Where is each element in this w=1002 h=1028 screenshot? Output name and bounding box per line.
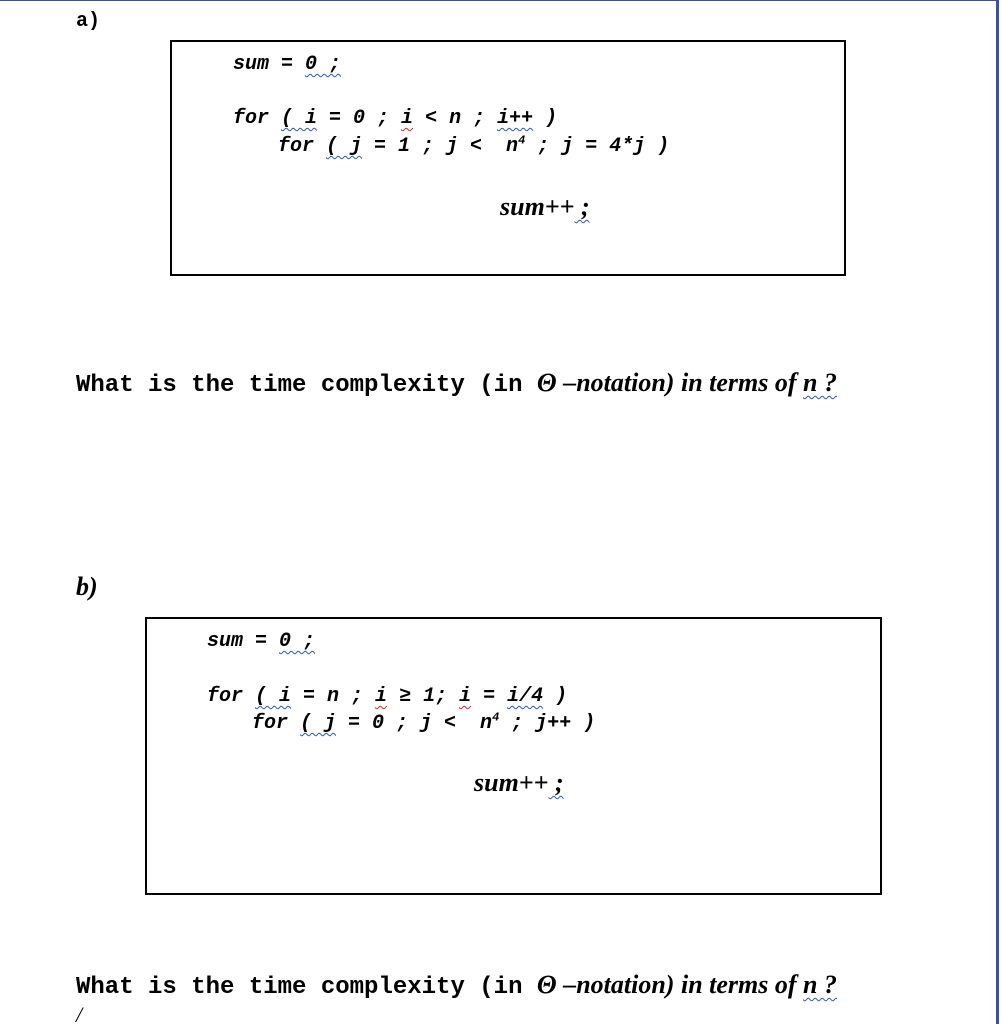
question-a: What is the time complexity (in Θ –notation) in terms of n ? bbox=[76, 368, 838, 399]
cursor-mark: / bbox=[76, 1002, 83, 1027]
code-a-line-3: for ( j = 1 ; $j < n^4$ ; j = 4*j ) bbox=[278, 133, 670, 158]
code-a-line-2: for ( i = 0 ; i < n ; i++ ) bbox=[233, 107, 558, 130]
part-b-label: b) bbox=[76, 572, 98, 601]
code-b-line-4: sum++ ; bbox=[474, 768, 564, 797]
question-b: What is the time complexity (in Θ –notation) in terms of n ? bbox=[76, 970, 838, 1001]
part-a-label: a) bbox=[76, 10, 101, 33]
code-b-line-1: sum = 0 ; bbox=[207, 630, 316, 653]
code-b-line-3: for ( j = 0 ; $j < n^4$ ; j++ ) bbox=[252, 710, 596, 735]
code-b-line-2: for ( i = n ; i ≥ 1; i = i/4 ) bbox=[207, 685, 568, 708]
code-box-b bbox=[145, 617, 882, 895]
code-a-line-4: sum++ ; bbox=[500, 192, 590, 221]
code-a-line-1: sum = 0 ; bbox=[233, 53, 342, 76]
